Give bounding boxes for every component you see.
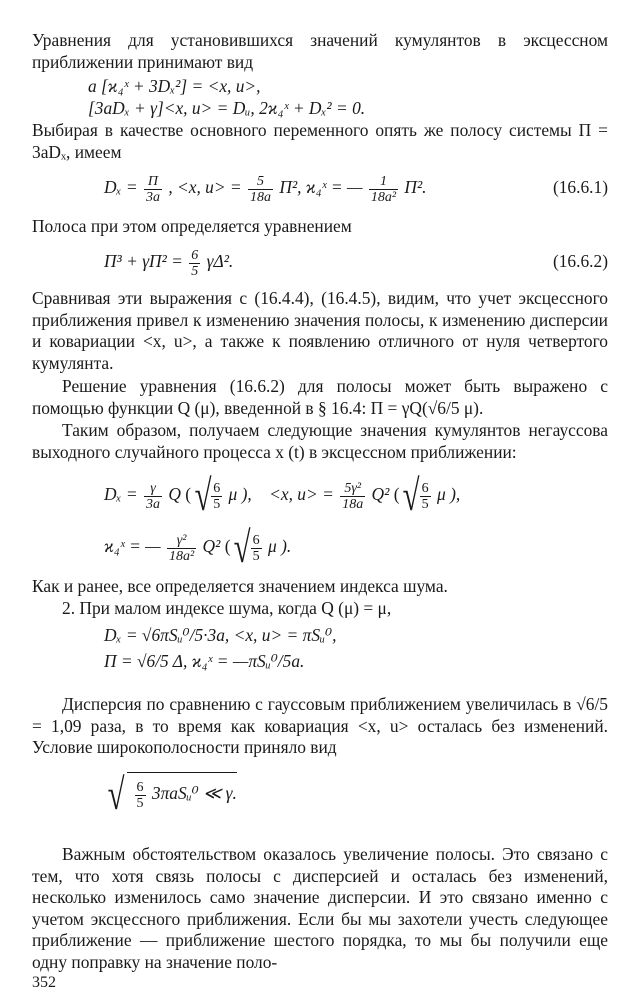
fraction-num: Π (144, 174, 162, 190)
eq-lhs: Dₓ = (104, 484, 138, 504)
paragraph-comparison: Сравнивая эти выражения с (16.4.4), (16.4.5), видим, что учет эксцессного приближения привел к изменению значения полосы, к изменению дисперсии и ковариации <x, u>, а также к появлению отличного от нуля четвертого кумулянта. (32, 288, 608, 373)
equation-cumulant-b (32, 98, 608, 120)
sqrt-overline (127, 772, 237, 813)
sqrt-sign: √ (234, 523, 252, 572)
equation-16-6-2 (32, 238, 608, 284)
eq-tail: μ ). (268, 536, 292, 556)
paren-open: ( (224, 536, 231, 556)
fraction-num: 6 (252, 532, 260, 548)
equation-small-noise-a (32, 622, 608, 648)
eq-mid: <x, u> = (269, 484, 334, 504)
eq-tail: Π². (404, 177, 427, 197)
sqrt-sign: √ (194, 471, 212, 520)
paragraph-thus: Таким образом, получаем следующие значения кумулянтов негауссова выходного случайного процесса x (t) в эксцессном приближении: (32, 420, 608, 462)
fraction-den: 3a (145, 496, 160, 512)
paragraph-dispersion: Дисперсия по сравнению с гауссовым приближением увеличилась в √6/5 = 1,09 раза, в то время как ковариация <x, u> осталась без изменений. Условие широкополосности приняло вид (32, 694, 608, 758)
fraction-num: 5 (248, 174, 273, 190)
eq-tail: μ ), (437, 484, 461, 504)
fraction-num: 6 (213, 480, 221, 496)
eq-lhs: Π³ + γΠ² = (104, 251, 183, 271)
fraction-den: 18a² (168, 548, 195, 564)
eq-lhs: Dₓ = (104, 177, 138, 197)
page-number: 352 (32, 974, 56, 991)
fraction (167, 533, 196, 564)
equation-text: [3aDₓ + γ]<x, u> = Dᵤ, 2ϰ₄ˣ + Dₓ² = 0. (88, 98, 366, 118)
equation-cumulants-kappa (32, 520, 608, 572)
paren-open: ( (185, 484, 192, 504)
equation-cumulant-a (32, 76, 608, 98)
fraction-num: γ² (167, 533, 196, 549)
fraction-num: 6 (136, 779, 144, 795)
paragraph-as-before: Как и ранее, все определяется значением индекса шума. (32, 576, 448, 596)
equation-number: (16.6.1) (552, 177, 608, 197)
fraction-den: 18a² (370, 189, 397, 205)
paragraph-important: Важным обстоятельством оказалось увеличение полосы. Это связано с тем, что хотя связь полосы с дисперсией и осталась без изменений, несколько изменилось само значение дисперсии. И это связано именно с учетом эксцессного приближения. Если бы мы захотели учесть следующее приближение — приближение шестого порядка, то мы бы получили еще одну поправку на значение поло- (32, 844, 608, 972)
equation-cumulants-dx (32, 468, 608, 520)
fraction (135, 780, 146, 811)
paragraph-band-eq: Полоса при этом определяется уравнением (32, 216, 352, 236)
fraction (144, 174, 162, 205)
equation-wideband-condition (32, 764, 608, 822)
fraction-den: 5 (252, 548, 260, 564)
fraction-den: 5 (213, 496, 221, 512)
equation-text: Π = √6/5 Δ, ϰ₄ˣ = —πSᵤ⁰/5a. (104, 651, 305, 671)
sqrt-sign: √ (107, 770, 125, 819)
fraction-num: γ (144, 481, 162, 497)
eq-lhs: ϰ₄ˣ = — (104, 536, 161, 556)
fraction (340, 481, 365, 512)
fraction-den: 5 (421, 496, 429, 512)
sqrt-sign: √ (403, 471, 421, 520)
eq-func: Q² (202, 536, 221, 556)
fraction-den: 18a (342, 496, 364, 512)
equation-text: Dₓ = √6πSᵤ⁰/5·3a, <x, u> = πSᵤ⁰, (104, 625, 337, 645)
eq-tail: γΔ². (206, 251, 234, 271)
paragraph-small-noise: 2. При малом индексе шума, когда Q (μ) = μ, (62, 598, 392, 618)
paragraph-intro: Уравнения для установившихся значений кумулянтов в эксцессном приближении принимают вид (32, 30, 608, 72)
fraction-num: 6 (191, 247, 199, 263)
fraction (251, 533, 262, 564)
fraction (189, 248, 200, 279)
fraction (248, 174, 273, 205)
eq-func: Q (168, 484, 181, 504)
equation-number: (16.6.2) (552, 251, 608, 271)
fraction (211, 481, 222, 512)
eq-tail: μ ), (228, 484, 252, 504)
paragraph-solution: Решение уравнения (16.6.2) для полосы может быть выражено с помощью функции Q (μ), введенной в § 16.4: Π = γQ(√6/5 μ). (32, 376, 608, 418)
fraction-den: 18a (250, 189, 272, 205)
eq-mid: , <x, u> = (168, 177, 242, 197)
fraction-den: 3a (145, 189, 160, 205)
equation-text: a [ϰ₄ˣ + 3Dₓ²] = <x, u>, (88, 76, 261, 96)
fraction (420, 481, 431, 512)
fraction-num: 6 (421, 480, 429, 496)
paren-open: ( (393, 484, 400, 504)
fraction-den: 5 (136, 795, 144, 811)
fraction (369, 174, 398, 205)
equation-16-6-1 (32, 164, 608, 210)
eq-mid: Π², ϰ₄ˣ = — (279, 177, 363, 197)
fraction (144, 481, 162, 512)
fraction-num: 1 (369, 174, 398, 190)
equation-small-noise-b (32, 648, 608, 674)
fraction-den: 5 (191, 263, 199, 279)
fraction-num: 5γ² (340, 481, 365, 497)
page-body (32, 30, 608, 976)
paragraph-bandwidth: Выбирая в качестве основного переменного опять же полосу системы Π = 3aDₓ, имеем (32, 120, 608, 162)
eq-tail: 3πaSᵤ⁰ ≪ γ. (151, 783, 237, 803)
eq-func: Q² (371, 484, 390, 504)
